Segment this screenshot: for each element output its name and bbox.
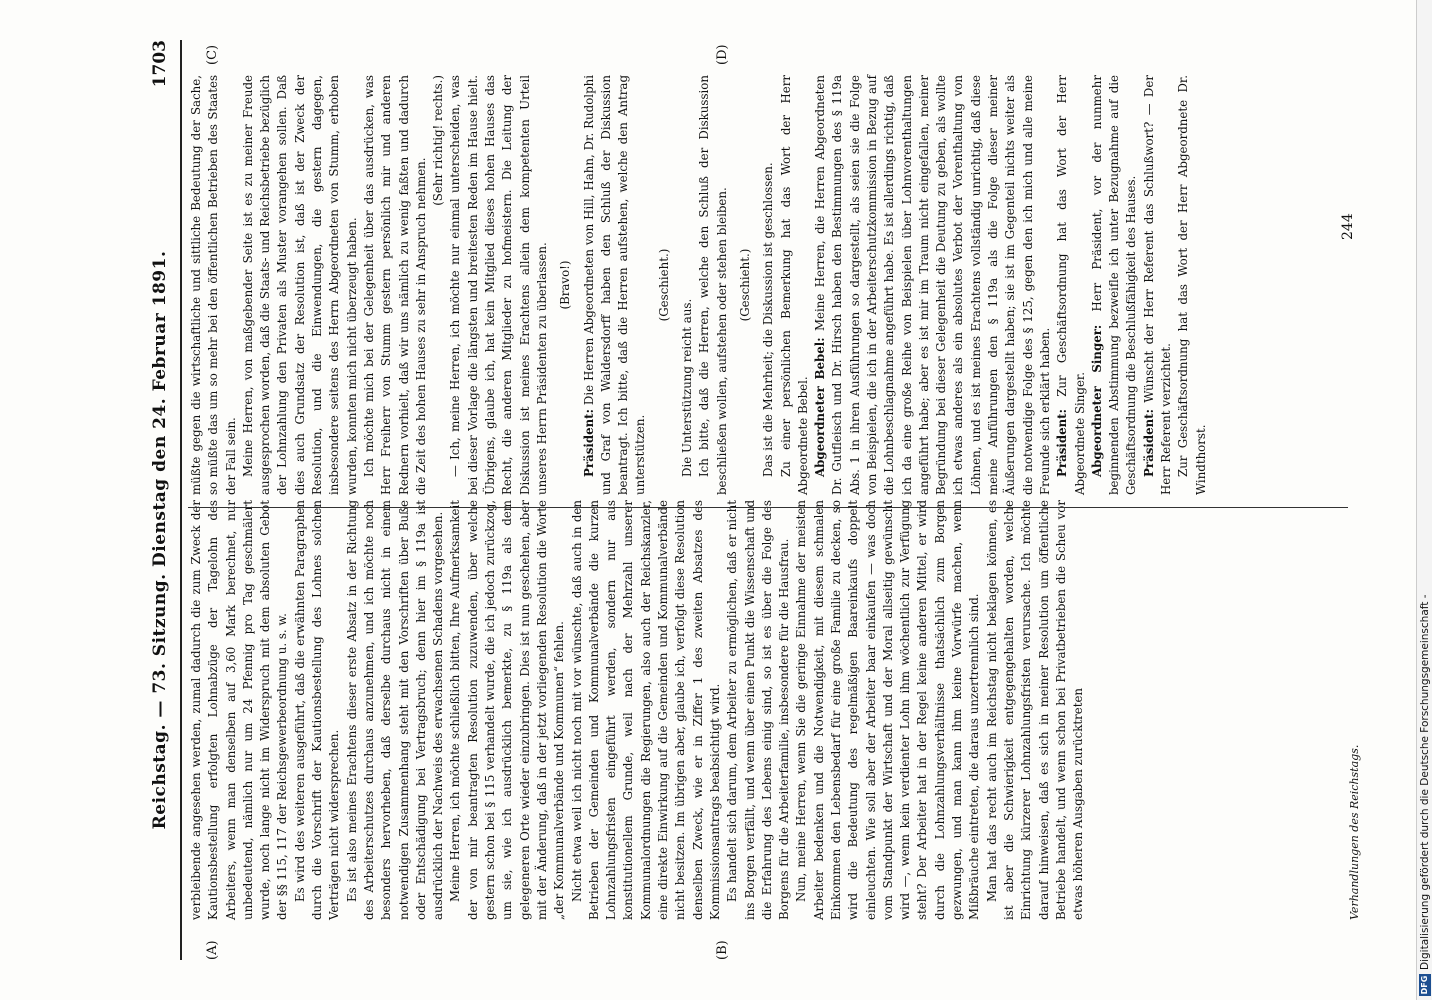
paragraph: — Ich, meine Herren, ich möchte nur einmal unterscheiden, was bei dieser Vorlage die längsten und breitesten Reden im Hause hielt. Übrigens, glaube ich, hat kein Mitglied dieses hohen Hauses das Recht, die anderen Mitglieder zu hofmeistern. Die Leitung der Diskussion ist meines Erachtens allein dem kompetenten Urteil unseres Herrn Präsidenten zu überlassen. (448, 75, 549, 495)
page-title: Reichstag. — 73. Sitzung. Dienstag den 24. Februar 1891. (150, 250, 170, 830)
margin-marker-d: (D) (715, 44, 730, 65)
speech-paragraph (581, 75, 650, 495)
dfg-logo: DFG (1420, 975, 1429, 995)
paragraph: Nicht etwa weil ich nicht noch mit vor wünschte, daß auch in den Betrieben der Gemeinden und Kommunalverbände die kurzen Lohnzahlungsfristen eingeführt werden, sondern nur aus konstitutionellem Grunde, weil nach der Mehrzahl unserer Kommunalordnungen die Regierungen, also auch der Reichskanzler, eine direkte Einwirkung auf die Gemeinden und Kommunalverbände nicht besitzen. Im übrigen aber, glaube ich, verfolgt diese Resolution denselben Zweck, wie er in Ziffer 1 des zweiten Absatzes des Kommissionsantrags beabsichtigt wird. (569, 500, 722, 920)
margin-marker-a: (A) (205, 940, 220, 960)
paragraph: Zu einer persönlichen Bemerkung hat das Wort der Herr Abgeordnete Bebel. (778, 75, 810, 495)
speech-paragraph (1089, 75, 1141, 495)
margin-marker-b: (B) (715, 940, 730, 960)
footer-signature: Verhandlungen des Reichstags. (1348, 744, 1361, 920)
paragraph: Die Unterstützung reicht aus. (680, 298, 695, 477)
interjection: (Sehr richtig! rechts.) (431, 75, 446, 206)
speech-paragraph (1141, 75, 1176, 495)
interjection: (Bravo!) (558, 260, 573, 310)
left-column (188, 500, 1087, 920)
page-header (150, 40, 184, 960)
paragraph: Es handelt sich darum, dem Arbeiter zu ermöglichen, daß er nicht ins Borgen verfällt, und wenn über einen Punkt die Wissenschaft und die Erfahrung des Lebens einig sind, so ist es über die Folge des Borgens für die Arbeiterfamilie, insbesondere für die Hausfrau. (725, 500, 792, 920)
speaker-name: Präsident: (581, 409, 596, 477)
speech-text: Zur Geschäftsordnung hat das Wort der Herr Abgeordnete Singer. (1055, 75, 1087, 495)
interjection: (Geschieht.) (737, 248, 752, 322)
speaker-name: Abgeordneter Bebel: (813, 337, 828, 477)
paragraph: Meine Herren, von maßgebender Seite ist es zu meiner Freude ausgesprochen worden, daß die Staats- und Reichsbetriebe bezüglich der Lohnzahlung den Privaten als Muster vorangehen sollen. Daß dies auch Grundsatz der Resolution ist, daß ist der Zweck der Resolution, und die Einwendungen, die gestern dagegen, insbesondere seitens des Herrn Abgeordneten von Stumm, erhoben wurden, konnten mich nicht überzeugt haben. (240, 75, 359, 495)
paragraph: Zur Geschäftsordnung hat das Wort der Herr Abgeordnete Dr. Windthorst. (1176, 75, 1208, 495)
speech-paragraph (1054, 75, 1089, 495)
margin-marker-c: (C) (205, 44, 220, 65)
paragraph: Nun, meine Herren, wenn Sie die geringe Einnahme der meisten Arbeiter bedenken und die Notwendigkeit, mit diesem schmalen Einkommen den Lebensbedarf für eine große Familie zu decken, so wird die Bedeutung des regelmäßigen Baareinkaufs doppelt einleuchten. Wie soll aber der Arbeiter baar einkaufen — was doch vom Standpunkt der Wirtschaft und der Moral allseitig gewünscht wird —, wenn kein verdienter Lohn ihm wöchentlich zur Verfügung steht? Der Arbeiter hat in der Regel keine anderen Mittel, er wird durch die Lohnzahlungsverhältnisse thatsächlich zum Borgen gezwungen, und man kann ihm keine Vorwürfe machen, wenn Mißbräuche eintreten, die daraus unzertrennlich sind. (794, 500, 982, 920)
digitization-bar (1416, 0, 1432, 1000)
paragraph: Meine Herren, ich möchte schließlich bitten, Ihre Aufmerksamkeit der von mir beantragten Resolution zuzuwenden, über welche gestern schon bei § 115 verhandelt wurde, die ich jedoch zurückzog, um sie, wie ich ausdrücklich bemerkte, zu § 119a als dem gelegeneren Orte wieder einzubringen. Dies ist nun geschehen, aber mit der Änderung, daß in der jetzt vorliegenden Resolution die Worte „der Kommunalverbände und Kommunen“ fehlen. (448, 500, 567, 920)
header-rule (180, 40, 182, 960)
paragraph: müßte gegen die wirtschaftliche und sittliche Bedeutung der Sache, so müßte das um so mehr bei den öffentlichen Betrieben des Staates der Fall sein. (189, 75, 238, 495)
speaker-name: Präsident: (1055, 409, 1070, 477)
paragraph: Das ist die Mehrheit; die Diskussion ist geschlossen. (761, 162, 776, 477)
paragraph: Es ist also meines Erachtens dieser erste Absatz in der Richtung des Arbeiterschutzes durchaus anzunehmen, und ich möchte noch besonders hervorheben, daß derselbe durchaus nicht in einem notwendigen Zusammenhang steht mit den Vorschriften über Buße oder Entschädigung bei Vertragsbruch; denn hier im § 119a ist ausdrücklich der Nachweis des erwachsenen Schadens vorgesehen. (344, 500, 446, 920)
paragraph: verbleibende angesehen werden, zumal dadurch die zum Zweck der Kautionsbestellung erfolgten Lohnabzüge der Tagelohn des Arbeiters, wenn man denselben auf 3,60 Mark berechnet, nur unbedeutend, nämlich nur um 24 Pfennig pro Tag geschmälert wurde, noch lange nicht im Widerspruch mit dem absoluten Gebot der §§ 115, 117 der Reichsgewerbeordnung u. s. w. (189, 500, 290, 920)
speech-text: Wünscht der Herr Referent das Schlußwort? — Der Herr Referent verzichtet. (1141, 75, 1174, 495)
right-column (188, 75, 1210, 495)
sheet-number: 244 (1340, 213, 1356, 240)
page-number: 1703 (150, 40, 170, 88)
paragraph: Ich bitte, daß die Herren, welche den Schluß der Diskussion beschließen wollen, aufstehen oder stehen bleiben. (697, 75, 729, 495)
digitization-note: Digitalisierung gefördert durch die Deutsche Forschungsgemeinschaft - (1419, 594, 1431, 970)
paragraph: Es wird des weiteren ausgeführt, daß die erwähnten Paragraphen durch die Vorschrift der Kautionsbestellung des Lohnes solchen Verträgen nicht widersprechen. (292, 500, 342, 920)
paragraph: Man hat das recht auch im Reichstag nicht beklagen können, es ist aber die Schwierigkeit entgegengehalten worden, welche Einrichtung kürzerer Lohnzahlungsfristen verursache. Ich möchte darauf hinweisen, daß es sich in meiner Resolution um öffentliche Betriebe handelt, und wenn schon bei Privatbetrieben die Scheu vor etwas höheren Ausgaben zurücktreten (984, 500, 1086, 920)
paragraph: Ich möchte mich bei der Gelegenheit über das ausdrücken, was Herr Freiherr von Stumm gestern persönlich mir und anderen Rednern vorhielt, daß wir uns nämlich zu wenig faßten und dadurch die Zeit des hohen Hauses zu sehr in Anspruch nehmen. (361, 75, 428, 495)
speech-text: Meine Herren, die Herren Abgeordneten Dr. Gutfleisch und Dr. Hirsch haben den Bestimmungen des § 119a Abs. 1 in ihren Ausführungen so dargestellt, als seien sie die Folge von Beispielen, die ich in der Arbeiterschutzkommission in Bezug auf die Lohnbeschlagnahme angeführt habe. Es ist allerdings richtig, daß ich da eine große Reihe von Beispielen über Lohnvorenthaltungen angeführt habe; aber es ist mir im Traum nicht eingefallen, meiner Begründung bei dieser Gelegenheit die Deutung zu geben, als wollte ich etwas anderes als ein absolutes Verbot der Vorenthaltung von Löhnen, und es ist meines Erachtens vollständig unrichtig, daß diese meine Anführungen den § 119a als die Folge dieser meiner Äußerungen dargestellt haben; sie ist im Gegenteil nichts weiter als die notwendige Folge des § 125, gegen den ich mich und alle meine Freunde sich erklärt haben. (813, 75, 1052, 495)
interjection: (Geschieht.) (656, 248, 671, 322)
speaker-name: Präsident: (1141, 409, 1156, 477)
speech-paragraph (812, 75, 1054, 495)
speech-text: Herr Präsident, vor der nunmehr beginnenden Abstimmung bezweifle ich unter Bezugnahme auf die Geschäftsordnung die Beschlußfähigkeit des Hauses. (1089, 74, 1139, 495)
speech-text: Die Herren Abgeordneten von Hill, Hahn, Dr. Rudolphi und Graf von Waldersdorff haben den Schluß der Diskussion beantragt. Ich bitte, daß die Herren aufstehen, welche den Antrag unterstützen. (581, 75, 648, 495)
speaker-name: Abgeordneter Singer: (1089, 324, 1104, 477)
column-divider (188, 507, 1348, 508)
